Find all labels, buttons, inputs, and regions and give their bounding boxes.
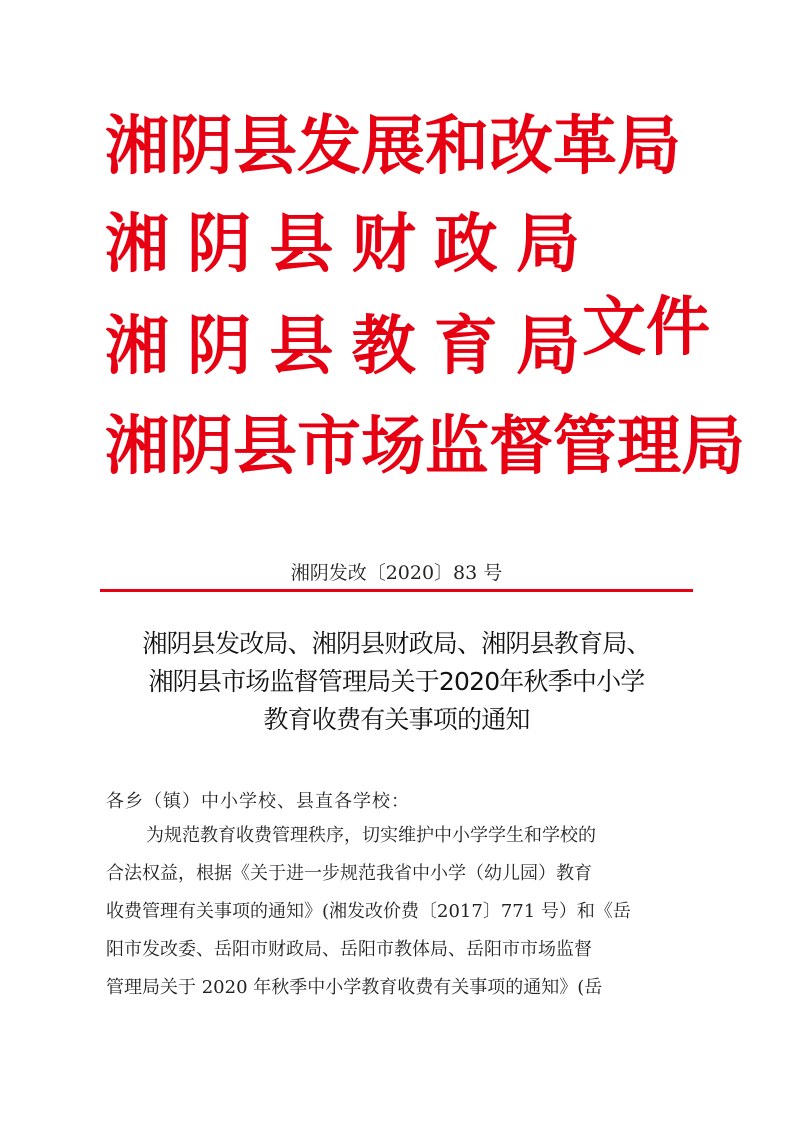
- issuer-char: 县: [269, 208, 334, 282]
- title-line: 湘阴县市场监督管理局关于2020年秋季中小学: [148, 667, 645, 696]
- paragraph-line: 管理局关于 2020 年秋季中小学教育收费有关事项的通知》(岳: [106, 977, 603, 998]
- issuer-char: 阴: [187, 208, 252, 282]
- issuer-char: 湘: [105, 310, 169, 384]
- issuer-char: 局: [515, 208, 580, 282]
- issuer-char: 教: [351, 310, 416, 384]
- salutation: 各乡（镇）中小学校、县直各学校：: [106, 791, 410, 812]
- notice-title: [95, 625, 698, 739]
- paragraph-line: 阳市发改委、岳阳市财政局、岳阳市教体局、岳阳市市场监督: [106, 939, 592, 960]
- red-divider: [100, 589, 693, 592]
- title-line: 湘阴县发改局、湘阴县财政局、湘阴县教育局、: [142, 629, 651, 658]
- issuer-line-1: [105, 110, 681, 184]
- document-number: 湘阴发改〔2020〕83 号: [290, 562, 503, 584]
- issuer-char: 县: [269, 310, 334, 384]
- issuer-name: 湘阴县发展和改革局: [105, 110, 681, 184]
- paragraph-line: 收费管理有关事项的通知》(湘发改价费〔2017〕771 号）和《岳: [106, 901, 631, 922]
- issuer-line-4: [105, 410, 745, 484]
- issuer-line-2: [105, 208, 580, 282]
- issuer-line-3: [105, 310, 580, 384]
- issuer-char: 阴: [187, 310, 252, 384]
- issuer-char: 财: [351, 208, 416, 282]
- paragraph-line: 为规范教育收费管理秩序，切实维护中小学学生和学校的: [146, 825, 596, 846]
- issuer-char: 政: [433, 208, 498, 282]
- issuer-char: 局: [515, 310, 580, 384]
- issuer-char: 育: [433, 310, 498, 384]
- issuer-char: 湘: [105, 208, 169, 282]
- paragraph-line: 合法权益，根据《关于进一步规范我省中小学（幼儿园）教育: [106, 863, 592, 884]
- title-line: 教育收费有关事项的通知: [263, 705, 530, 734]
- issuer-name: 湘阴县市场监督管理局: [105, 410, 745, 484]
- body-paragraph: [106, 817, 688, 1007]
- document-type-label: 文件: [582, 291, 710, 365]
